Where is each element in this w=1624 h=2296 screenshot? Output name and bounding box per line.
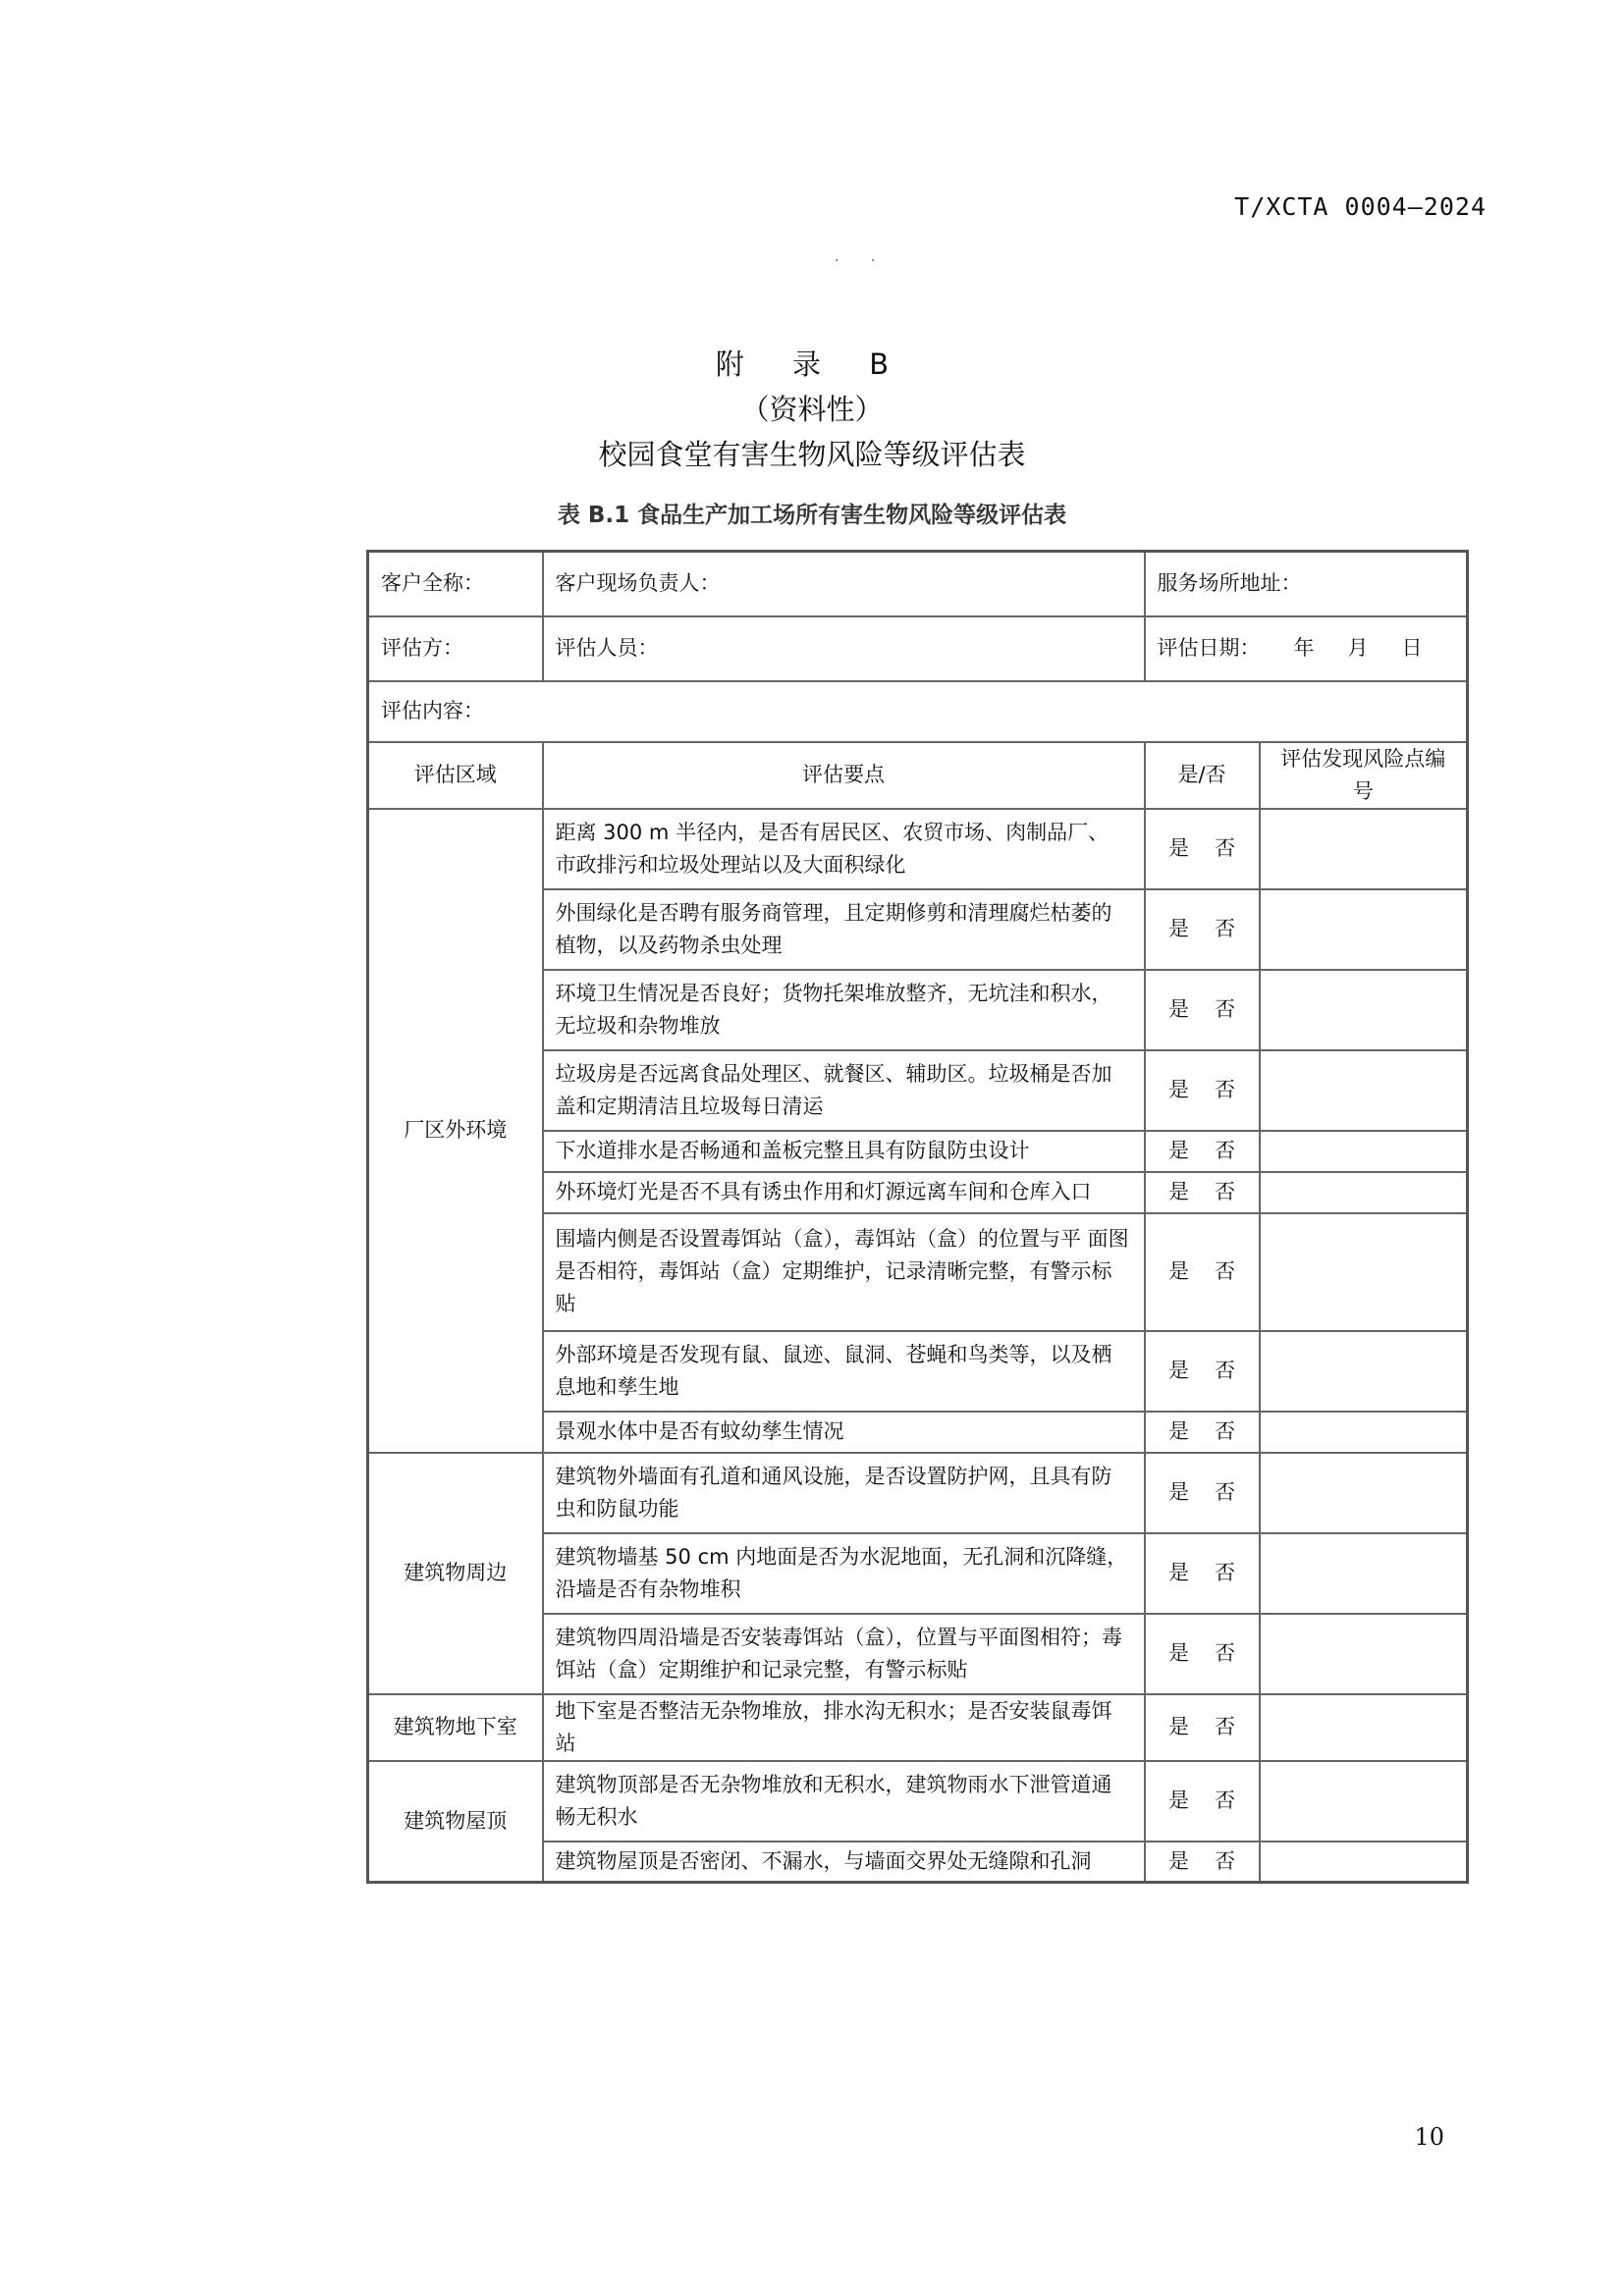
assessor-party-field: 评估方： (368, 616, 543, 681)
assess-date-field (1145, 616, 1468, 681)
service-address-label: 服务场所地址： (1157, 571, 1302, 596)
risk-point-number-cell[interactable] (1260, 1453, 1468, 1533)
date-month: 月 (1347, 636, 1369, 660)
yes-option[interactable]: 是 (1168, 1480, 1189, 1504)
assessment-point-cell: 环境卫生情况是否良好；货物托架堆放整齐，无坑洼和积水，无垃圾和杂物堆放 (543, 970, 1145, 1050)
yes-option[interactable]: 是 (1168, 1180, 1189, 1203)
assessment-point-cell: 距离 300 m 半径内，是否有居民区、农贸市场、肉制品厂、 市政排污和垃圾处理站以及大面积绿化 (543, 809, 1145, 889)
appendix-nature: （资料性） (740, 393, 884, 426)
no-option[interactable]: 否 (1215, 1180, 1235, 1203)
yes-option[interactable]: 是 (1168, 917, 1189, 940)
no-option[interactable]: 否 (1215, 1789, 1235, 1812)
risk-point-number-cell[interactable] (1260, 1331, 1468, 1412)
no-option[interactable]: 否 (1215, 997, 1235, 1021)
assess-date-label: 评估日期： (1157, 636, 1261, 660)
area-cell: 建筑物屋顶 (368, 1761, 543, 1883)
yes-option[interactable]: 是 (1168, 1789, 1189, 1812)
info-row-2 (368, 616, 1468, 681)
appendix-name: 校园食堂有害生物风险等级评估表 (598, 438, 1026, 471)
date-year: 年 (1293, 636, 1315, 660)
assessment-point-cell: 围墙内侧是否设置毒饵站（盒），毒饵站（盒）的位置与平 面图是否相符，毒饵站（盒）定期维护，记录清晰完整，有警示标贴 (543, 1213, 1145, 1331)
assessment-point-cell: 建筑物四周沿墙是否安装毒饵站（盒），位置与平面图相符；毒饵站（盒）定期维护和记录完整，有警示标贴 (543, 1614, 1145, 1694)
table-row (368, 809, 1468, 889)
risk-point-number-cell[interactable] (1260, 970, 1468, 1050)
risk-point-number-cell[interactable] (1260, 889, 1468, 970)
yes-no-cell[interactable] (1145, 1172, 1260, 1213)
yes-option[interactable]: 是 (1168, 1848, 1189, 1873)
client-name-field: 客户全称： (368, 552, 543, 616)
assessment-point-cell: 外部环境是否发现有鼠、鼠迹、鼠洞、苍蝇和鸟类等，以及栖息地和孳生地 (543, 1331, 1145, 1412)
risk-point-number-cell[interactable] (1260, 1761, 1468, 1842)
area-cell: 建筑物周边 (368, 1453, 543, 1694)
assessment-point-cell: 垃圾房是否远离食品处理区、就餐区、辅助区。垃圾桶是否加盖和定期清洁且垃圾每日清运 (543, 1050, 1145, 1131)
yes-no-cell[interactable] (1145, 1050, 1260, 1131)
yes-option[interactable]: 是 (1168, 1641, 1189, 1665)
assessment-point-cell: 景观水体中是否有蚊幼孳生情况 (543, 1412, 1145, 1453)
assessor-person-label: 评估人员： (555, 636, 659, 660)
yes-option[interactable]: 是 (1168, 1561, 1189, 1584)
no-option[interactable]: 否 (1215, 1419, 1235, 1443)
yes-no-cell[interactable] (1145, 1213, 1260, 1331)
yes-no-cell[interactable] (1145, 1761, 1260, 1842)
info-row-1 (368, 552, 1468, 616)
table-caption: 表 B.1 食品生产加工场所有害生物风险等级评估表 (557, 503, 1067, 528)
assessment-point-cell: 外环境灯光是否不具有诱虫作用和灯源远离车间和仓库入口 (543, 1172, 1145, 1213)
yes-option[interactable]: 是 (1168, 1078, 1189, 1101)
col-header-area: 评估区域 (368, 742, 543, 809)
assessment-point-cell: 建筑物外墙面有孔道和通风设施，是否设置防护网，且具有防虫和防鼠功能 (543, 1453, 1145, 1533)
yes-no-cell[interactable] (1145, 1694, 1260, 1761)
col-header-points: 评估要点 (543, 742, 1145, 809)
no-option[interactable]: 否 (1215, 1641, 1235, 1665)
no-option[interactable]: 否 (1215, 1139, 1235, 1162)
yes-no-cell[interactable] (1145, 1412, 1260, 1453)
risk-point-number-cell[interactable] (1260, 1694, 1468, 1761)
risk-point-number-cell[interactable] (1260, 1213, 1468, 1331)
no-option[interactable]: 否 (1215, 1078, 1235, 1101)
assessment-table (366, 550, 1469, 1884)
table-row (368, 1453, 1468, 1533)
risk-point-number-cell[interactable] (1260, 1050, 1468, 1131)
risk-point-number-cell[interactable] (1260, 1614, 1468, 1694)
standard-code: T/XCTA 0004—2024 (1234, 192, 1487, 221)
no-option[interactable]: 否 (1215, 1480, 1235, 1504)
yes-option[interactable]: 是 (1168, 997, 1189, 1021)
yes-option[interactable]: 是 (1168, 1139, 1189, 1162)
assessor-person-field (543, 616, 1145, 681)
no-option[interactable]: 否 (1215, 917, 1235, 940)
assessment-point-cell: 外围绿化是否聘有服务商管理，且定期修剪和清理腐烂枯萎的植物，以及药物杀虫处理 (543, 889, 1145, 970)
no-option[interactable]: 否 (1215, 1848, 1235, 1873)
risk-point-number-cell[interactable] (1260, 1533, 1468, 1614)
risk-point-number-cell[interactable] (1260, 1172, 1468, 1213)
yes-no-cell[interactable] (1145, 889, 1260, 970)
risk-point-number-cell[interactable] (1260, 1842, 1468, 1883)
no-option[interactable]: 否 (1215, 1561, 1235, 1584)
yes-no-cell[interactable] (1145, 1533, 1260, 1614)
yes-no-cell[interactable] (1145, 1331, 1260, 1412)
assessment-point-cell: 建筑物顶部是否无杂物堆放和无积水，建筑物雨水下泄管道通畅无积水 (543, 1761, 1145, 1842)
date-day: 日 (1401, 636, 1423, 660)
no-option[interactable]: 否 (1215, 836, 1235, 860)
assessment-point-cell: 建筑物墙基 50 cm 内地面是否为水泥地面，无孔洞和沉降缝，沿墙是否有杂物堆积 (543, 1533, 1145, 1614)
yes-no-cell[interactable] (1145, 1453, 1260, 1533)
assessment-point-cell: 建筑物屋顶是否密闭、不漏水，与墙面交界处无缝隙和孔洞 (543, 1842, 1145, 1883)
risk-point-number-cell[interactable] (1260, 809, 1468, 889)
yes-no-cell[interactable] (1145, 1842, 1260, 1883)
table-row (368, 1694, 1468, 1761)
appendix-title: 附 录 B (715, 347, 909, 381)
assessment-point-cell: 下水道排水是否畅通和盖板完整且具有防鼠防虫设计 (543, 1131, 1145, 1172)
no-option[interactable]: 否 (1215, 1715, 1235, 1738)
service-address-field (1145, 552, 1468, 616)
col-header-yes-no: 是/否 (1145, 742, 1260, 809)
assessment-point-cell: 地下室是否整洁无杂物堆放，排水沟无积水；是否安装鼠毒饵站 (543, 1694, 1145, 1761)
title-block (0, 342, 1624, 477)
yes-option[interactable]: 是 (1168, 836, 1189, 860)
no-option[interactable]: 否 (1215, 1359, 1235, 1382)
page-number: 10 (1414, 2123, 1444, 2151)
header-row (368, 742, 1468, 809)
assess-content-field: 评估内容： (368, 681, 1468, 742)
risk-point-number-cell[interactable] (1260, 1412, 1468, 1453)
area-cell: 建筑物地下室 (368, 1694, 543, 1761)
yes-option[interactable]: 是 (1168, 1419, 1189, 1443)
client-contact-field: 客户现场负责人： (543, 552, 1145, 616)
yes-no-cell[interactable] (1145, 1614, 1260, 1694)
yes-option[interactable]: 是 (1168, 1259, 1189, 1283)
yes-no-cell[interactable] (1145, 1131, 1260, 1172)
yes-option[interactable]: 是 (1168, 1359, 1189, 1382)
risk-point-number-cell[interactable] (1260, 1131, 1468, 1172)
area-cell: 厂区外环境 (368, 809, 543, 1453)
yes-no-cell[interactable] (1145, 809, 1260, 889)
header-marks: · · (835, 253, 890, 269)
col-header-risk-no: 评估发现风险点编号 (1260, 742, 1468, 809)
no-option[interactable]: 否 (1215, 1259, 1235, 1283)
yes-option[interactable]: 是 (1168, 1715, 1189, 1738)
yes-no-cell[interactable] (1145, 970, 1260, 1050)
table-row (368, 1761, 1468, 1842)
info-row-3 (368, 681, 1468, 742)
